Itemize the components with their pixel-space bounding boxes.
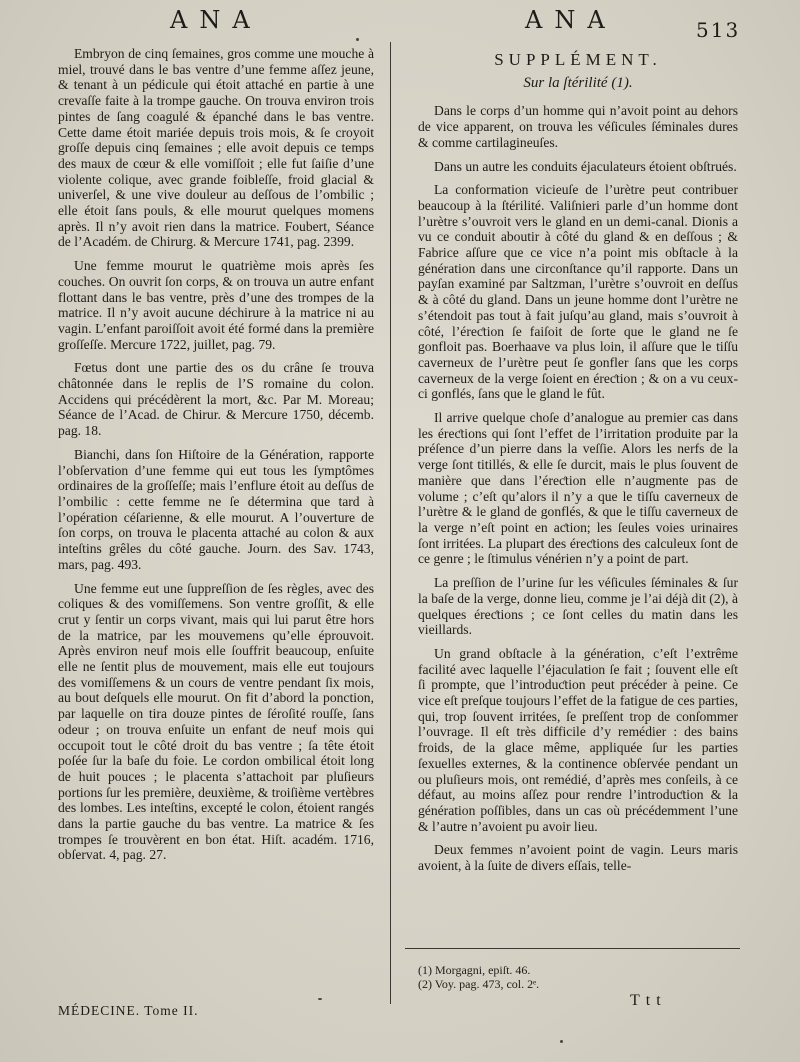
ink-speck [560, 1040, 563, 1043]
ink-speck [318, 998, 322, 1000]
paragraph: Une femme eut une ſuppreſſion de ſes règles, avec des coliques & des vomiſſemens. Son ventre groſſit, & elle crut y ſentir un corps vivant, mais qui lui parut être hors de la matrice, par les mouvemens qu’elle éprouvoit. Après environ neuf mois elle ſouffrit beaucoup, enſuite elle ne ſentit plus de mouvement, mais elle eut toujours des vomiſſemens & un cours de ventre pendant ſix mois, au bout deſquels elle mourut. On fit d’abord la ponction, par laquelle on tira douze pintes de ſéroſité rouſſe, ſans odeur ; on trouva enſuite un enfant de neuf mois qui occupoit tout le côté droit du bas ventre ; ſa tête étoit poſée ſur la baſe du foie. Le cordon ombilical étoit long de huit pouces ; le placenta s’attachoit par pluſieurs portions ſur les première, deuxième, & troiſième vertèbres des lombes. Les inteſtins, excepté le colon, étoient rangés dans la partie gauche du bas ventre. La matrice & ſes trompes ſe trouvèrent en bon état. Hiſt. académ. 1716, obſervat. 4, pag. 27. [58, 580, 374, 863]
footnotes [418, 963, 738, 991]
ink-speck [356, 38, 359, 41]
paragraph: Dans le corps d’un homme qui n’avoit point au dehors de vice apparent, on trouva les véſicules ſéminales dures & comme cartilagineuſes. [418, 103, 738, 150]
right-column [418, 52, 738, 882]
paragraph: Embryon de cinq ſemaines, gros comme une mouche à miel, trouvé dans le bas ventre d’une femme aſſez jeune, & tenant à un pédicule qui étoit attaché en partie à une crevaſſe faite à la trompe gauche. On trouva environ trois pintes de ſang coagulé & épanché dans le bas ventre. Cette dame étoit mariée depuis trois mois, & ſe croyoit groſſe depuis cinq ſemaines ; elle avoit depuis ce temps des maux de cœur & elle vomiſſoit ; elle fut ſaiſie d’une violente colique, avec grande foibleſſe, froid glacial & univerſel, & une vive douleur au deſſous de l’ombilic ; elle étoit ſans pouls, & elle mourut quelques momens après. Il n’y avoit rien dans la matrice. Foubert, Séance de l’Académ. de Chirurg. & Mercure 1741, pag. 2399. [58, 46, 374, 250]
paragraph: Fœtus dont une partie des os du crâne ſe trouva châtonnée dans le replis de l’S romaine du colon. Accidens qui précédèrent la mort, &c. Par M. Moreau; Séance de l’Acad. de Chirur. & Mercure 1750, décemb. pag. 18. [58, 360, 374, 439]
left-column [58, 46, 374, 871]
page-number: 513 [696, 18, 741, 42]
paragraph: Une femme mourut le quatrième mois après ſes couches. On ouvrit ſon corps, & on trouva un autre enfant flottant dans le bas ventre, près d’une des trompes de la matrice. Il n’y avoit aucune déchirure à la matrice ni au vagin. L’enfant paroiſſoit avoit été formé dans la première groſſeſſe. Mercure 1722, juillet, pag. 79. [58, 258, 374, 352]
paragraph: Dans un autre les conduits éjaculateurs étoient obſtrués. [434, 158, 737, 174]
paragraph: Bianchi, dans ſon Hiſtoire de la Génération, rapporte l’obſervation d’une femme qui eut tous les ſymptômes ordinaires de la groſſeſſe; mais l’enflure étoit au deſſus de l’ombilic : cette femme ne ſe détermina que tard à l’opération céſarienne, & elle mourut. A l’ouverture de ſon corps, on trouva le placenta attaché au colon & aux inteſtins grêles du côté gauche. Journ. des Sav. 1743, mars, pag. 493. [58, 446, 374, 572]
running-head-right: ANA [525, 6, 617, 34]
running-head-left: ANA [170, 6, 262, 34]
footnote: (2) Voy. pag. 473, col. 2ᵉ. [418, 977, 540, 991]
footnote: (1) Morgagni, epiſt. 46. [418, 963, 531, 977]
paragraph: Il arrive quelque choſe d’analogue au premier cas dans les éreƈtions qui ſont l’effet de l’irritation produite par la préſence d’un pierre dans la veſſie. Alors les nerfs de la verge ſont titillés, & elle ſe durcit, mais le plus ſouvent de manière que dans l’éreƈtion elle n’augmente pas de volume ; c’eſt qu’alors il n’y a que le tiſſu caverneux de l’urètre & le gland de gonflés, & que le tiſſu caverneux de la verge n’eſt point en aƈtion; les ſeules voies urinaires ſont irritées. La plupart des éreƈtions des calculeux ſont de ce genre ; le ſtimulus vénérien n’y a point de part. [418, 410, 738, 567]
column-divider [390, 42, 391, 1004]
page-footer: MÉDECINE. Tome II. [58, 1003, 199, 1018]
signature-mark: Ttt [630, 992, 667, 1009]
paragraph: Un grand obſtacle à la génération, c’eſt l’extrême facilité avec laquelle l’éjaculation ſe fait ; ſouvent elle eſt ſi prompte, que l’introduƈtion peut précéder à peine. Ce vice eſt preſque toujours l’effet de la fatigue de ces parties, qui, trop ſouvent irritées, ſe preſſent trop de conſommer l’ouvrage. Il eſt très difficile d’y remédier : des bains froids, de la glace même, appliquée ſur les parties ſexuelles externes, & la continence obſervée pendant un ou pluſieurs mois, ont remédié, d’après mes conſeils, à ce défaut, au moins aſſez pour rendre l’introduƈtion & la génération poſſibles, dans un cas où précédemment l’une & l’autre n’avoient pu avoir lieu. [418, 645, 738, 834]
paragraph: La preſſion de l’urine ſur les véſicules ſéminales & ſur la baſe de la verge, donne lieu, comme je l’ai déjà dit (2), à quelques éreƈtions ; ce ſont celles du matin dans les vieillards. [418, 575, 738, 638]
footnote-rule [405, 948, 740, 949]
paragraph: Deux femmes n’avoient point de vagin. Leurs maris avoient, à la ſuite de divers eſſais, telle- [418, 842, 738, 874]
section-subtitle: Sur la ſtérilité (1). [523, 74, 633, 91]
paragraph: La conformation vicieuſe de l’urètre peut contribuer beaucoup à la ſtérilité. Valiſnieri parle d’un homme dont l’urètre s’ouvroit vers le gland en un demi-canal. Dionis a vu ce conduit aboutir à côté du gland & en deſſous ; & Fabrice aſſure que ce vice n’a point mis obſtacle à la génération dans une circonſtance qu’il rapporte. Dans un payſan examiné par Saltzman, l’urètre s’ouvroit en deſſus & à côté du gland. Dans un jeune homme dont l’urètre ne s’étendoit pas tout à fait juſqu’au gland, mais s’ouvroit à côté, l’éreƈtion ſe faiſoit de ſorte que le gland ne ſe gonfloit pas. Boerhaave va plus loin, il aſſure que le tiſſu caverneux de l’urètre peut ſe gonfler ſans que les corps caverneux de la verge ſoient en éreƈtion ; & on a vu ceux-ci gonflés, ſans que le gland le fût. [418, 182, 738, 402]
section-title: SUPPLÉMENT. [494, 50, 662, 69]
